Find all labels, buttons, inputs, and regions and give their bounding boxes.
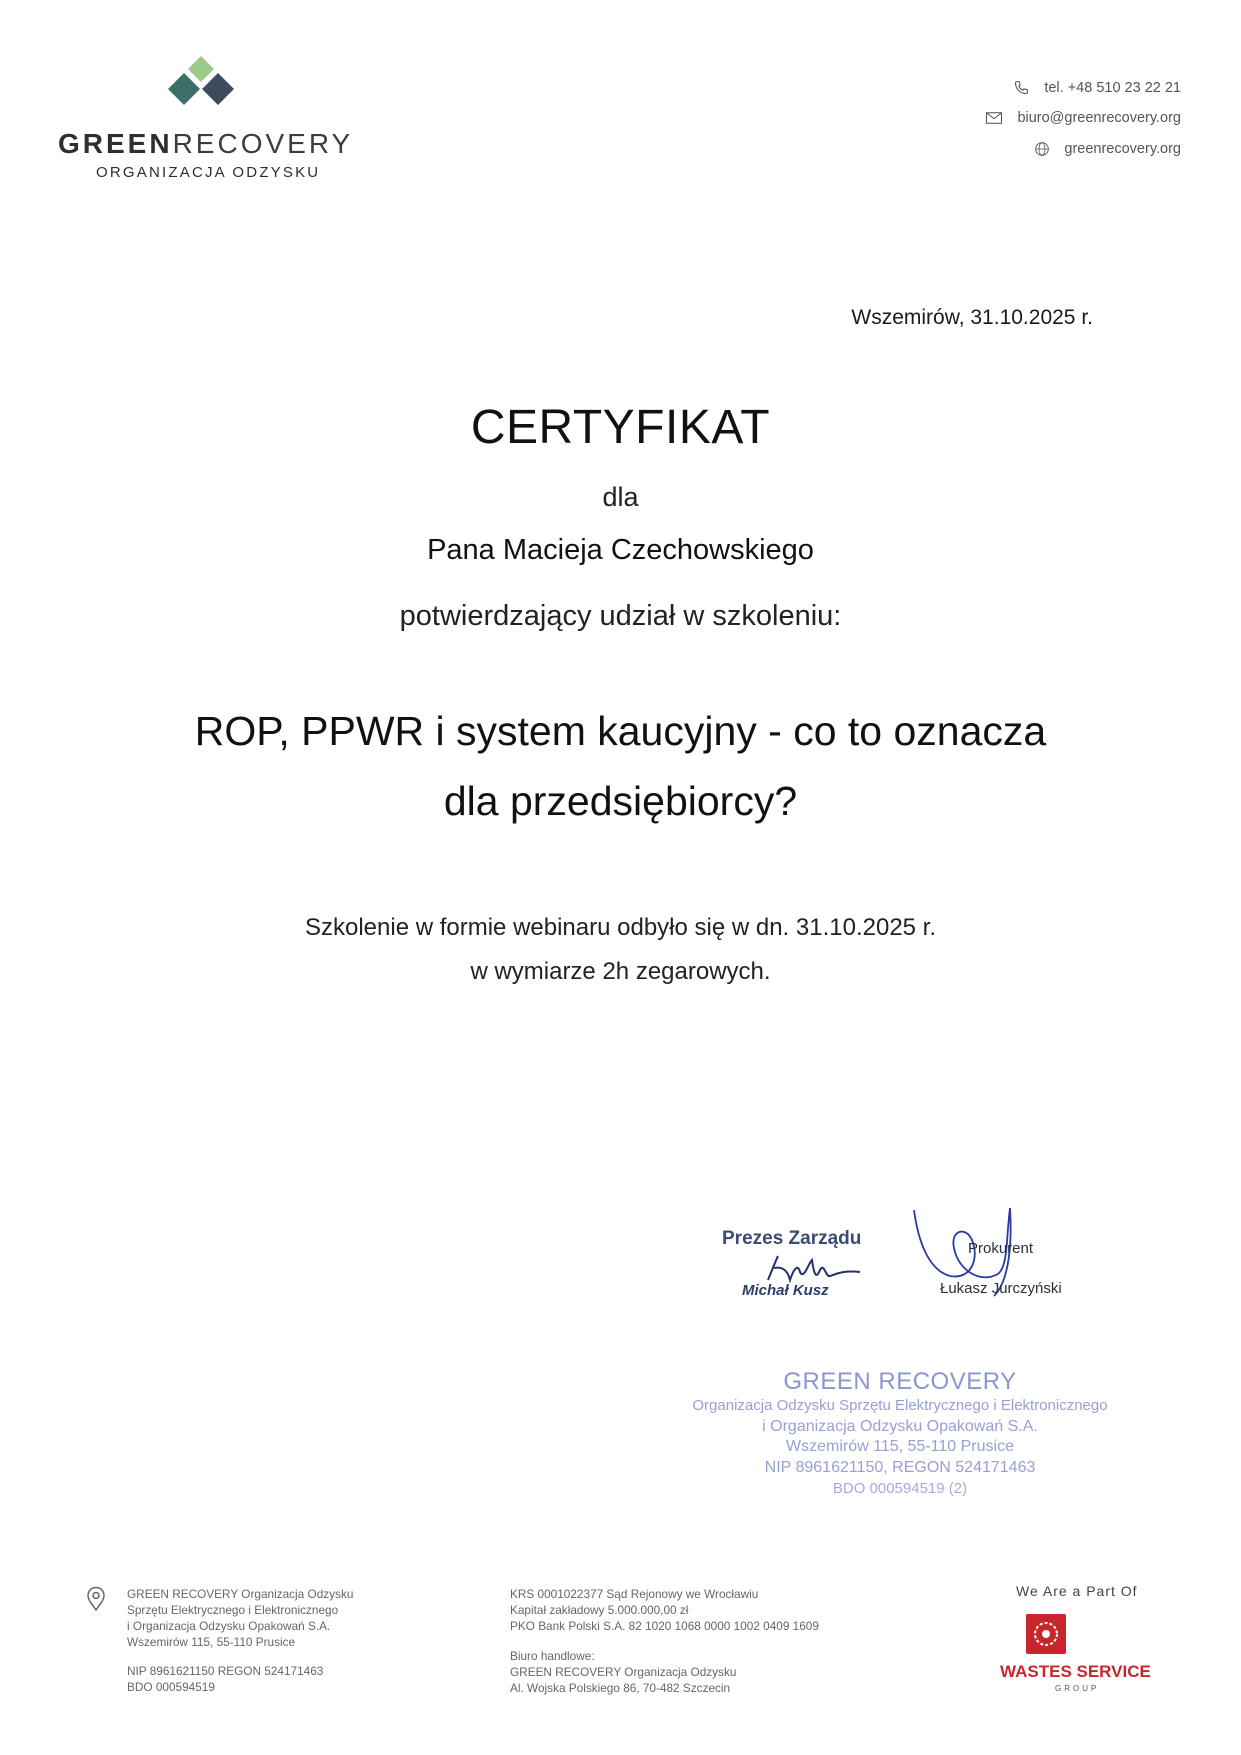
website-text: greenrecovery.org bbox=[1064, 141, 1181, 157]
diamond-logo-icon bbox=[166, 56, 236, 106]
partner-name: WASTES SERVICE bbox=[1000, 1662, 1151, 1681]
logo-wordmark bbox=[58, 128, 353, 160]
footer-registration bbox=[127, 1663, 323, 1695]
partner-group: GROUP bbox=[1055, 1684, 1100, 1693]
certificate-date: Wszemirów, 31.10.2025 r. bbox=[851, 306, 1093, 329]
company-logo bbox=[58, 56, 358, 186]
envelope-icon bbox=[985, 111, 1003, 125]
partner-caption: We Are a Part Of bbox=[1016, 1583, 1138, 1599]
stamp-line4: Wszemirów 115, 55-110 Prusice bbox=[786, 1438, 1014, 1455]
footer-line: GREEN RECOVERY Organizacja Odzysku bbox=[510, 1665, 737, 1679]
stamp-line2: Organizacja Odzysku Sprzętu Elektrycznego i Elektronicznego bbox=[692, 1397, 1108, 1414]
phone-icon bbox=[1012, 79, 1030, 97]
certificate-for: dla bbox=[602, 482, 639, 512]
stamp-line1: GREEN RECOVERY bbox=[783, 1368, 1017, 1395]
footer-line: NIP 8961621150 REGON 524171463 bbox=[127, 1664, 324, 1678]
signature1-role: Prezes Zarządu bbox=[722, 1228, 862, 1249]
training-info-line2: w wymiarze 2h zegarowych. bbox=[470, 958, 771, 985]
footer-line: KRS 0001022377 Sąd Rejonowy we Wrocławiu bbox=[510, 1587, 759, 1601]
stamp-line5: NIP 8961621150, REGON 524171463 bbox=[764, 1459, 1036, 1476]
certificate-title: CERTYFIKAT bbox=[470, 401, 771, 454]
course-title-line1: ROP, PPWR i system kaucyjny - co to oznacza bbox=[194, 708, 1047, 754]
email-text: biuro@greenrecovery.org bbox=[1017, 110, 1181, 126]
footer-line: Biuro handlowe: bbox=[510, 1649, 595, 1663]
footer-legal bbox=[510, 1586, 819, 1634]
footer-line: PKO Bank Polski S.A. 82 1020 1068 0000 1002 0409 1609 bbox=[510, 1619, 819, 1633]
signature2-name: Łukasz Jurczyński bbox=[940, 1280, 1062, 1297]
footer-line: Al. Wojska Polskiego 86, 70-482 Szczecin bbox=[510, 1681, 731, 1695]
contact-email[interactable] bbox=[985, 107, 1181, 129]
logo-subtitle: ORGANIZACJA ODZYSKU bbox=[96, 164, 321, 181]
confirm-text: potwierdzający udział w szkoleniu: bbox=[399, 600, 842, 632]
signature2-role: Prokurent bbox=[968, 1240, 1034, 1257]
course-title-line2: dla przedsiębiorcy? bbox=[443, 778, 798, 824]
footer-address bbox=[127, 1586, 353, 1650]
footer-line: Wszemirów 115, 55-110 Prusice bbox=[127, 1635, 296, 1649]
training-info-line1: Szkolenie w formie webinaru odbyło się w dn. 31.10.2025 r. bbox=[304, 914, 937, 941]
stamp-line6: BDO 000594519 (2) bbox=[832, 1480, 968, 1497]
footer-line: Sprzętu Elektrycznego i Elektronicznego bbox=[127, 1603, 339, 1617]
stamp-line3: i Organizacja Odzysku Opakowań S.A. bbox=[762, 1418, 1038, 1435]
signature1-name: Michał Kusz bbox=[742, 1282, 829, 1299]
location-pin-icon bbox=[86, 1586, 106, 1612]
footer-line: BDO 000594519 bbox=[127, 1680, 215, 1694]
recipient-name: Pana Macieja Czechowskiego bbox=[427, 534, 814, 566]
footer-line: GREEN RECOVERY Organizacja Odzysku bbox=[127, 1587, 354, 1601]
phone-text: tel. +48 510 23 22 21 bbox=[1044, 80, 1181, 96]
contact-phone[interactable] bbox=[1012, 77, 1181, 99]
footer-office bbox=[510, 1648, 736, 1696]
globe-icon bbox=[1034, 141, 1050, 157]
contact-website[interactable] bbox=[1034, 138, 1181, 160]
wastes-service-logo-icon bbox=[1024, 1612, 1068, 1656]
logo-word-green: GREEN bbox=[58, 128, 173, 159]
footer-line: Kapitał zakładowy 5.000.000,00 zł bbox=[510, 1603, 689, 1617]
logo-word-recovery: RECOVERY bbox=[172, 128, 354, 159]
footer-line: i Organizacja Odzysku Opakowań S.A. bbox=[127, 1619, 331, 1633]
